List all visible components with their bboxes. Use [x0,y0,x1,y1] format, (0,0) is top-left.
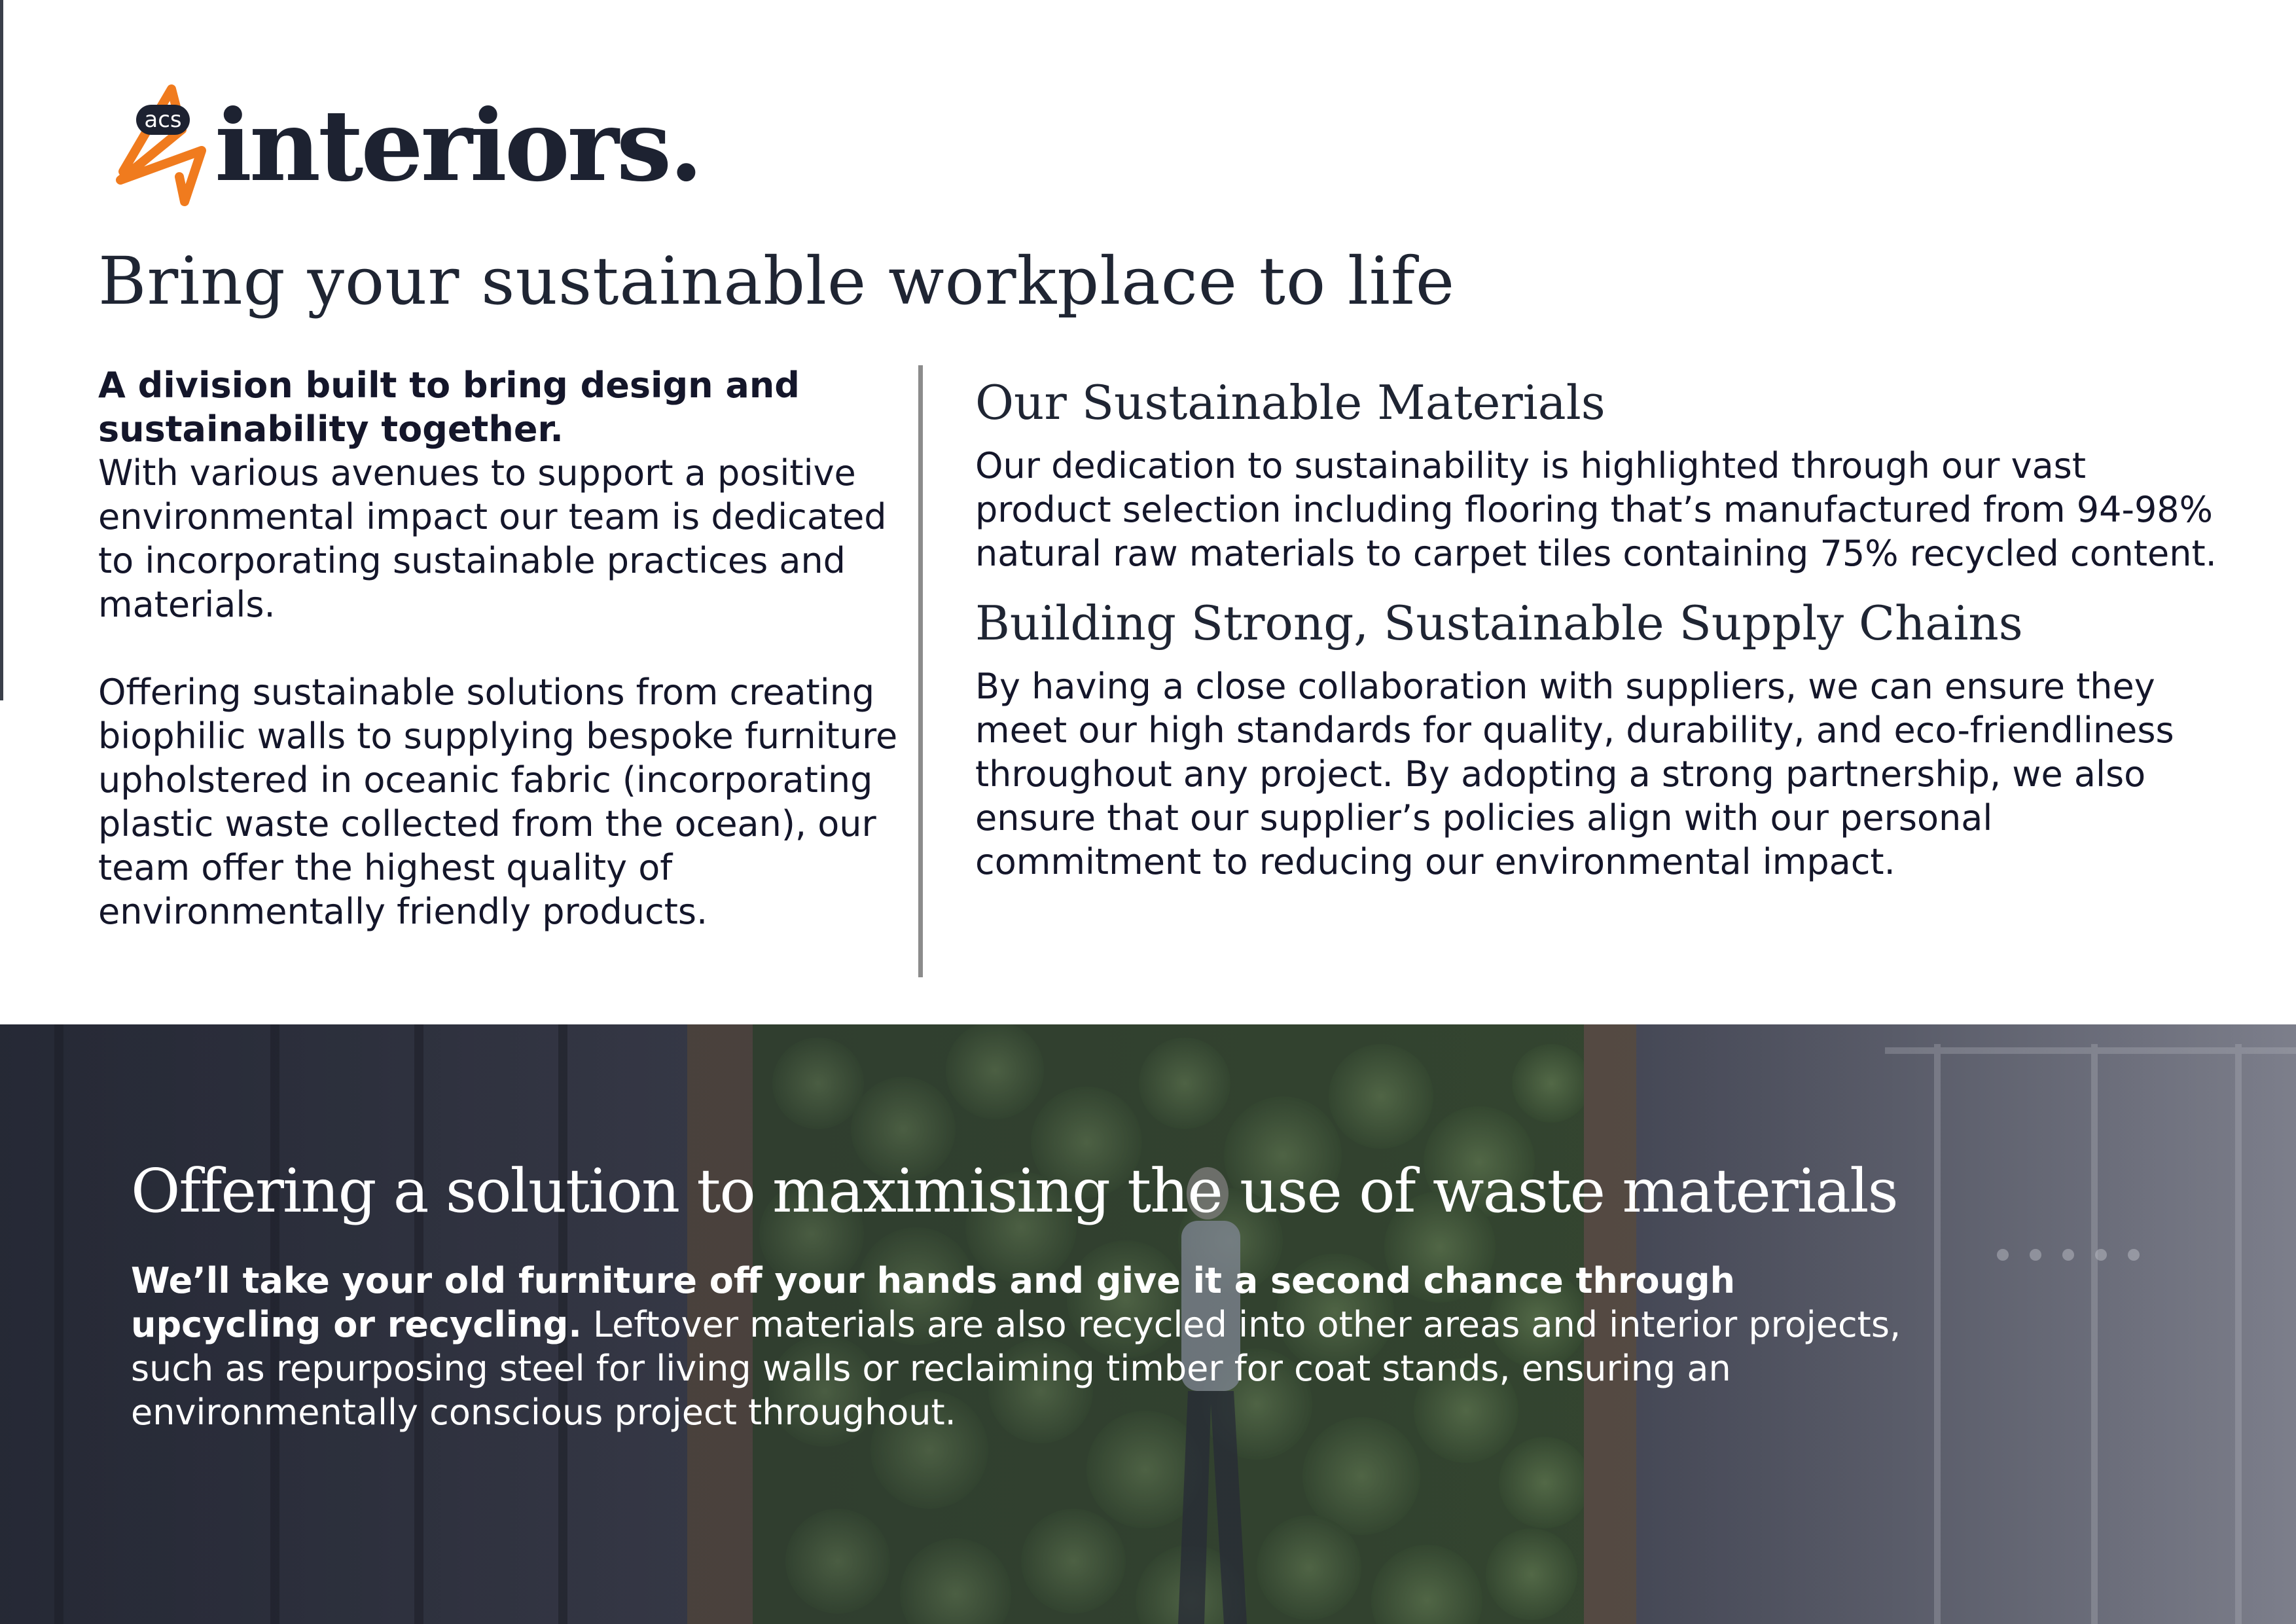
supply-chain-heading: Building Strong, Sustainable Supply Chains [975,596,2023,651]
supply-chain-body: By having a close collaboration with suppliers, we can ensure they meet our high standards for quality, durability, and eco-friendliness throughout any project. By adopting a strong partnership, we also ensure that our supplier’s policies align with our personal commitment to reducing our environmental impact. [975,666,2174,882]
intro-paragraph-2: Offering sustainable solutions from creating biophilic walls to supplying bespoke furniture upholstered in oceanic fabric (incorporating plastic waste collected from the ocean), our team offer the highest quality of environmentally friendly products. [98,672,898,932]
intro-lead: A division built to bring design and sustainability together. [98,365,800,450]
waste-materials-banner [0,1024,2296,1624]
banner-text [131,1155,1937,1434]
banner-body [131,1259,1937,1434]
acs-brand-arrow-icon [98,79,209,209]
acs-interiors-logo [98,79,701,209]
intro-column [98,363,903,933]
materials-body: Our dedication to sustainability is highlighted through our vast product selection including flooring that’s manufactured from 94-98% natural raw materials to carpet tiles containing 75% recycled content. [975,445,2217,574]
intro-paragraph-1: With various avenues to support a positive environmental impact our team is dedicated to incorporating sustainable practices and materials. [98,452,887,625]
page-title: Bring your sustainable workplace to life [98,243,1456,319]
column-divider [918,365,923,977]
supply-chain-section [975,587,2219,884]
acs-badge: acs [136,105,190,135]
materials-section [975,367,2219,575]
banner-body-rest: Leftover materials are also recycled into other areas and interior projects, such as repurposing steel for living walls or reclaiming timber for coat stands, ensuring an environmentally conscious project throughout. [131,1304,1901,1433]
materials-heading: Our Sustainable Materials [975,375,1605,430]
banner-heading: Offering a solution to maximising the use of waste materials [131,1156,1897,1226]
logo-wordmark: interiors. [215,88,701,204]
banner-body-lead: We’ll take your old furniture off your hands and give it a second chance through upcycling or recycling. [131,1260,1736,1345]
details-column [975,367,2219,884]
page-edge-line [0,0,3,700]
